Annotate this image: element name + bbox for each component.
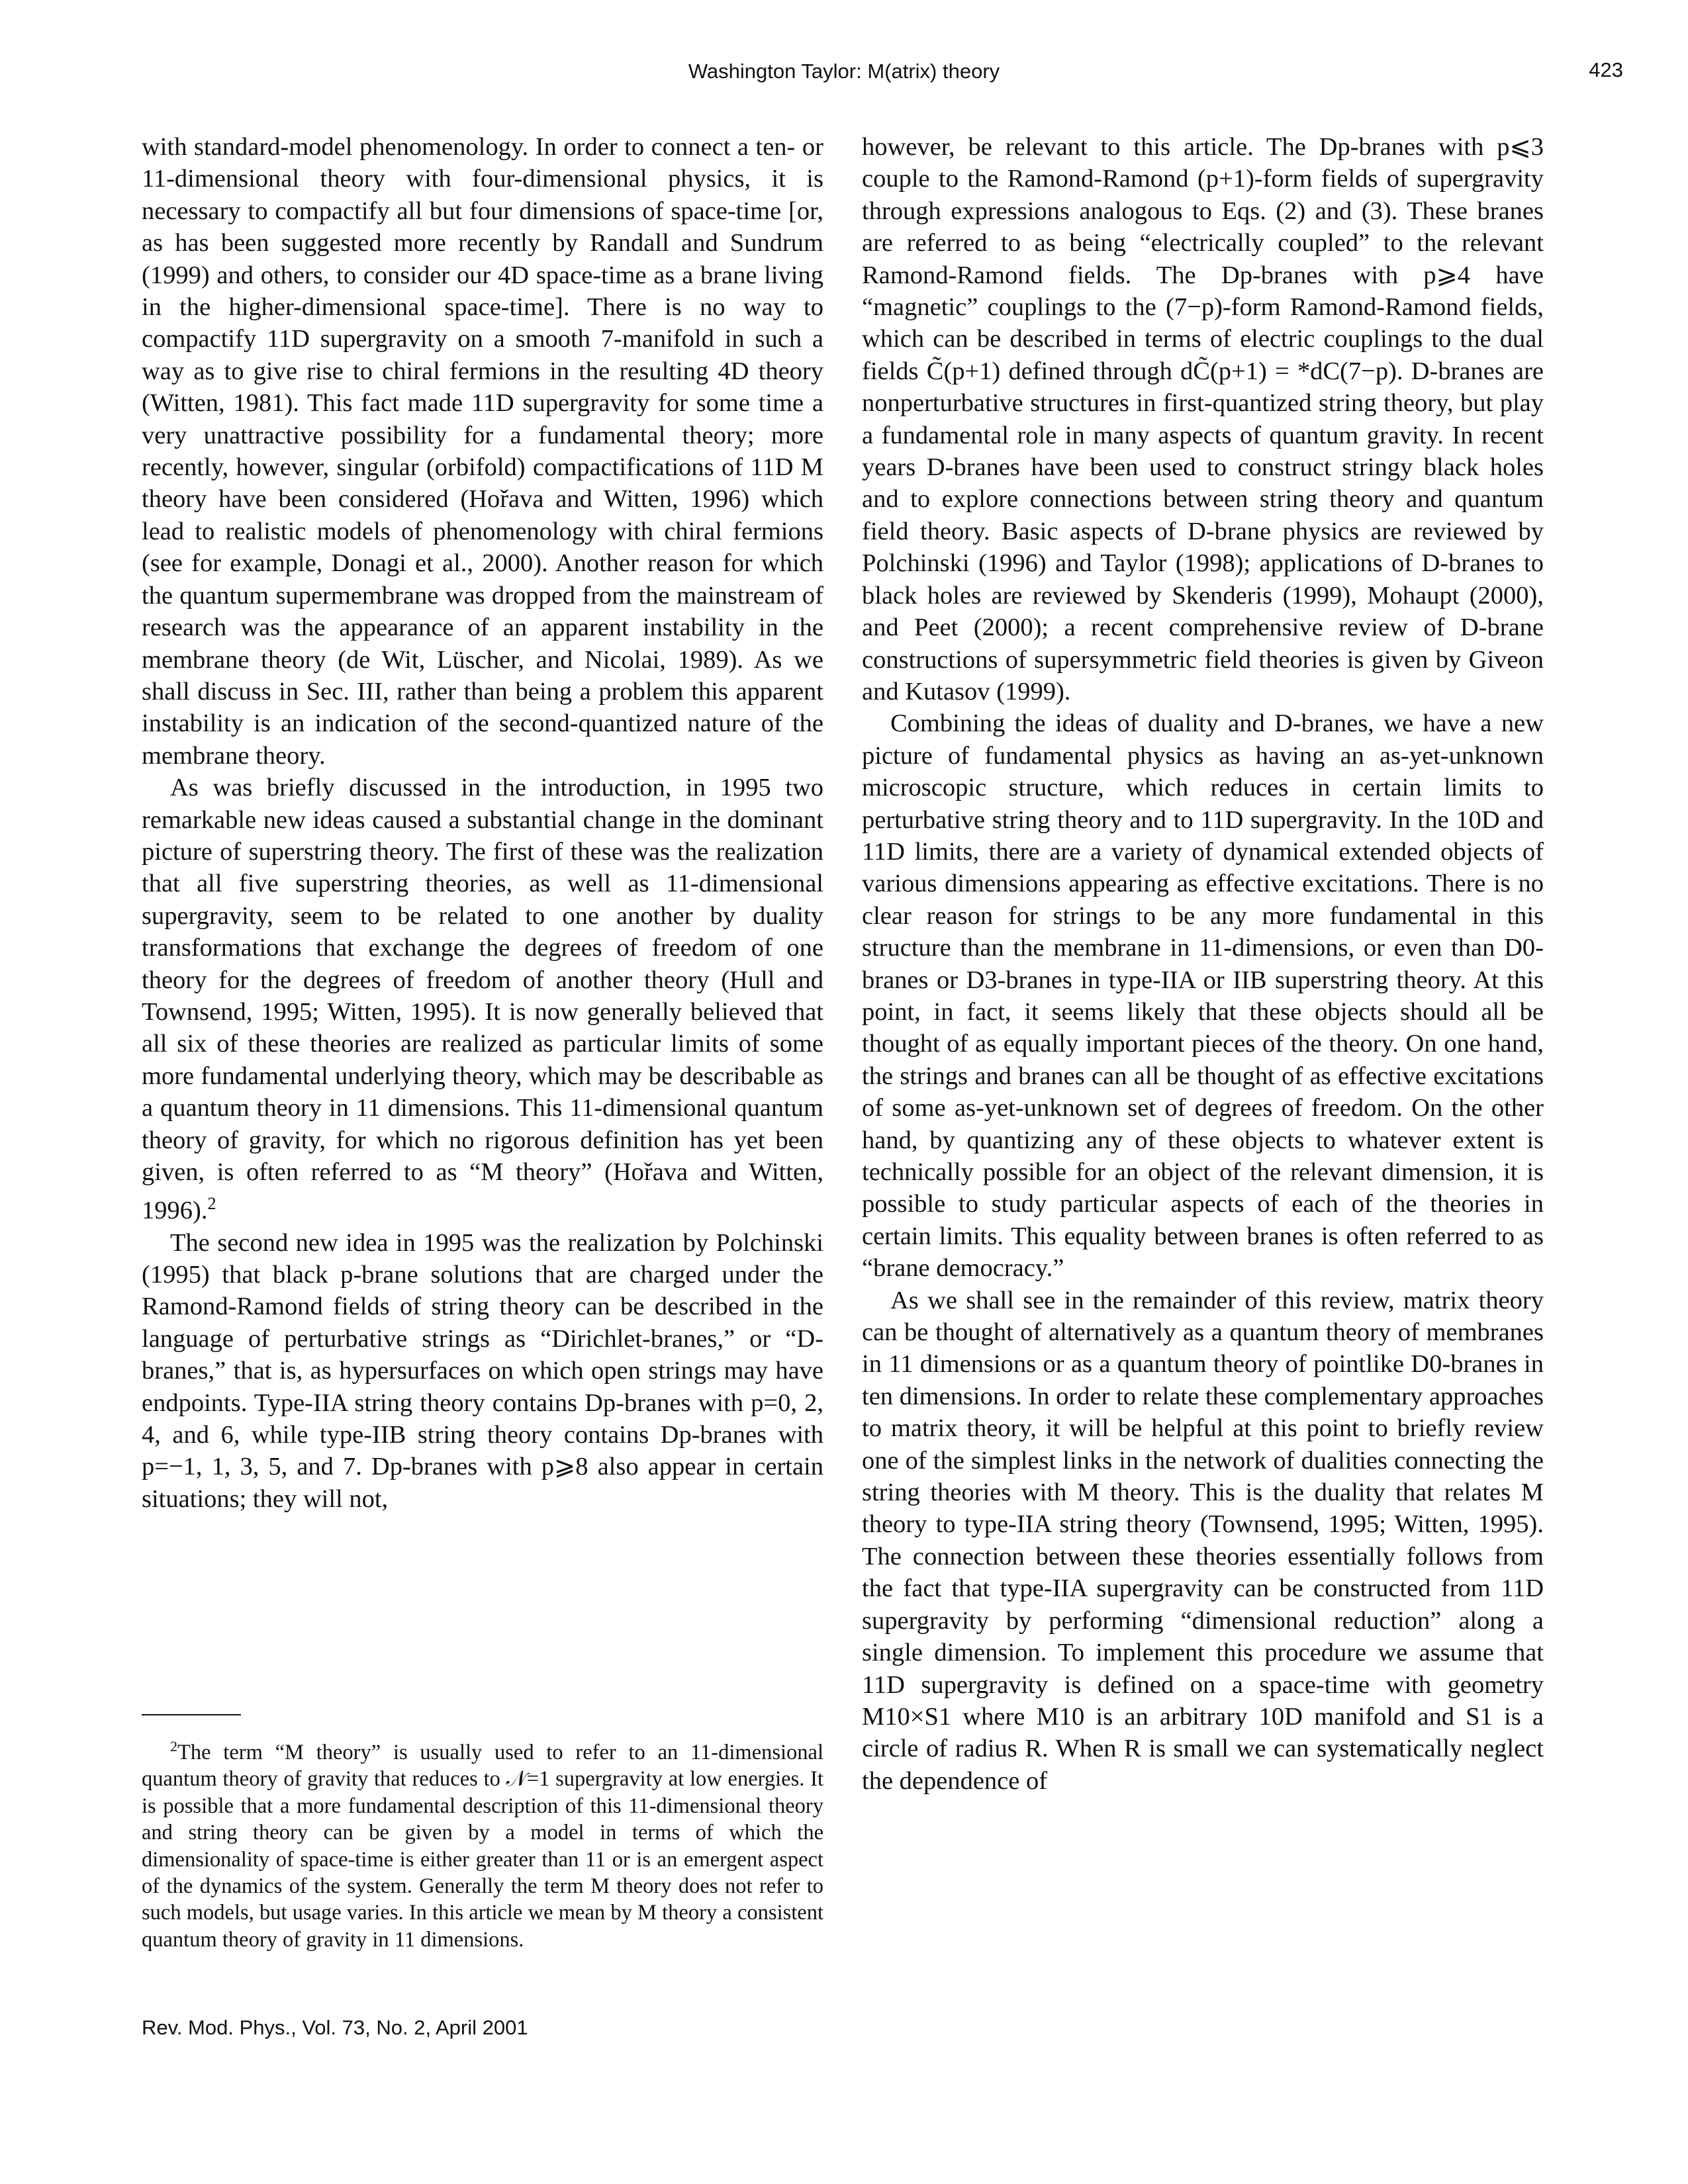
left-paragraph-2-text: As was briefly discussed in the introduction, in 1995 two remarkable new ideas caused a substantial change in the dominant picture of superstring theory. The first of these was the realization that all five superstring theories, as well as 11-dimensional supergravity, seem to be related to one another by duality transformations that exchange the degrees of freedom of one theory for the degrees of freedom of another theory (Hull and Townsend, 1995; Witten, 1995). It is now generally believed that all six of these theories are realized as particular limits of some more fundamental underlying theory, which may be describable as a quantum theory in 11 dimensions. This 11-dimensional quantum theory of gravity, for which no rigorous definition has yet been given, is often referred to as “M theory” (Hořava and Witten, 1996).: [142, 774, 823, 1225]
footnote: [142, 1739, 823, 1953]
right-paragraph-1: however, be relevant to this article. The Dp-branes with p⩽3 couple to the Ramond-Ramond (p+1)-form fields of supergravity through expressions analogous to Eqs. (2) and (3). These branes are referred to as being “electrically coupled” to the relevant Ramond-Ramond fields. The Dp-branes with p⩾4 have “magnetic” couplings to the (7−p)-form Ramond-Ramond fields, which can be described in terms of electric couplings to the dual fields C̃(p+1) defined through dC̃(p+1) = *dC(7−p). D-branes are nonperturbative structures in first-quantized string theory, but play a fundamental role in many aspects of quantum gravity. In recent years D-branes have been used to construct stringy black holes and to explore connections between string theory and quantum field theory. Basic aspects of D-brane physics are reviewed by Polchinski (1996) and Taylor (1998); applications of D-branes to black holes are reviewed by Skenderis (1999), Mohaupt (2000), and Peet (2000); a recent comprehensive review of D-brane constructions of supersymmetric field theories is given by Giveon and Kutasov (1999).: [862, 133, 1544, 705]
page-header: [0, 54, 1688, 94]
right-column: [862, 131, 1544, 1797]
footnote-reference[interactable]: 2: [207, 1194, 216, 1214]
running-title: Washington Taylor: M(atrix) theory: [688, 60, 1000, 83]
footnote-mark: 2: [170, 1738, 177, 1755]
journal-citation: Rev. Mod. Phys., Vol. 73, No. 2, April 2001: [142, 2016, 528, 2039]
footnote-divider: [142, 1714, 241, 1715]
page-number: 423: [1589, 58, 1623, 81]
left-paragraph-1: with standard-model phenomenology. In order to connect a ten- or 11-dimensional theory with four-dimensional physics, it is necessary to compactify all but four dimensions of space-time [or, as has been suggested more recently by Randall and Sundrum (1999) and others, to consider our 4D space-time as a brane living in the higher-dimensional space-time]. There is no way to compactify 11D supergravity on a smooth 7-manifold in such a way as to give rise to chiral fermions in the resulting 4D theory (Witten, 1981). This fact made 11D supergravity for some time a very unattractive possibility for a fundamental theory; more recently, however, singular (orbifold) compactifications of 11D M theory have been considered (Hořava and Witten, 1996) which lead to realistic models of phenomenology with chiral fermions (see for example, Donagi et al., 2000). Another reason for which the quantum supermembrane was dropped from the mainstream of research was the appearance of an apparent instability in the membrane theory (de Wit, Lüscher, and Nicolai, 1989). As we shall discuss in Sec. III, rather than being a problem this apparent instability is an indication of the second-quantized nature of the membrane theory.: [142, 133, 823, 770]
right-paragraph-3: As we shall see in the remainder of this review, matrix theory can be thought of alternatively as a quantum theory of membranes in 11 dimensions or as a quantum theory of pointlike D0-branes in ten dimensions. In order to relate these complementary approaches to matrix theory, it will be helpful at this point to briefly review one of the simplest links in the network of dualities connecting the string theories with M theory. This is the duality that relates M theory to type-IIA string theory (Townsend, 1995; Witten, 1995). The connection between these theories essentially follows from the fact that type-IIA supergravity can be constructed from 11D supergravity by performing “dimensional reduction” along a single dimension. To implement this procedure we assume that 11D supergravity is defined on a space-time with geometry M10×S1 where M10 is an arbitrary 10D manifold and S1 is a circle of radius R. When R is small we can systematically neglect the dependence of: [862, 1286, 1544, 1795]
left-paragraph-2: [142, 772, 823, 1227]
footnote-text: The term “M theory” is usually used to refer to an 11-dimensional quantum theory of gravity that reduces to 𝒩=1 supergravity at low energies. It is possible that a more fundamental description of this 11-dimensional theory and string theory can be given by a model in terms of which the dimensionality of space-time is either greater than 11 or is an emergent aspect of the dynamics of the system. Generally the term M theory does not refer to such models, but usage varies. In this article we mean by M theory a consistent quantum theory of gravity in 11 dimensions.: [142, 1741, 823, 1952]
right-paragraph-2: Combining the ideas of duality and D-branes, we have a new picture of fundamental physics as having an as-yet-unknown microscopic structure, which reduces in certain limits to perturbative string theory and to 11D supergravity. In the 10D and 11D limits, there are a variety of dynamical extended objects of various dimensions appearing as effective excitations. There is no clear reason for strings to be any more fundamental in this structure than the membrane in 11-dimensions, or even than D0-branes or D3-branes in type-IIA or IIB superstring theory. At this point, in fact, it seems likely that these objects should all be thought of as equally important pieces of the theory. On one hand, the strings and branes can all be thought of as effective excitations of some as-yet-unknown set of degrees of freedom. On the other hand, by quantizing any of these objects to whatever extent is technically possible for an object of the relevant dimension, it is possible to study particular aspects of each of the theories in certain limits. This equality between branes is often referred to as “brane democracy.”: [862, 709, 1544, 1283]
left-paragraph-3: The second new idea in 1995 was the realization by Polchinski (1995) that black p-brane solutions that are charged under the Ramond-Ramond fields of string theory can be described in the language of perturbative strings as “Dirichlet-branes,” or “D-branes,” that is, as hypersurfaces on which open strings may have endpoints. Type-IIA string theory contains Dp-branes with p=0, 2, 4, and 6, while type-IIB string theory contains Dp-branes with p=−1, 1, 3, 5, and 7. Dp-branes with p⩾8 also appear in certain situations; they will not,: [142, 1228, 823, 1513]
left-column: [142, 131, 823, 1515]
